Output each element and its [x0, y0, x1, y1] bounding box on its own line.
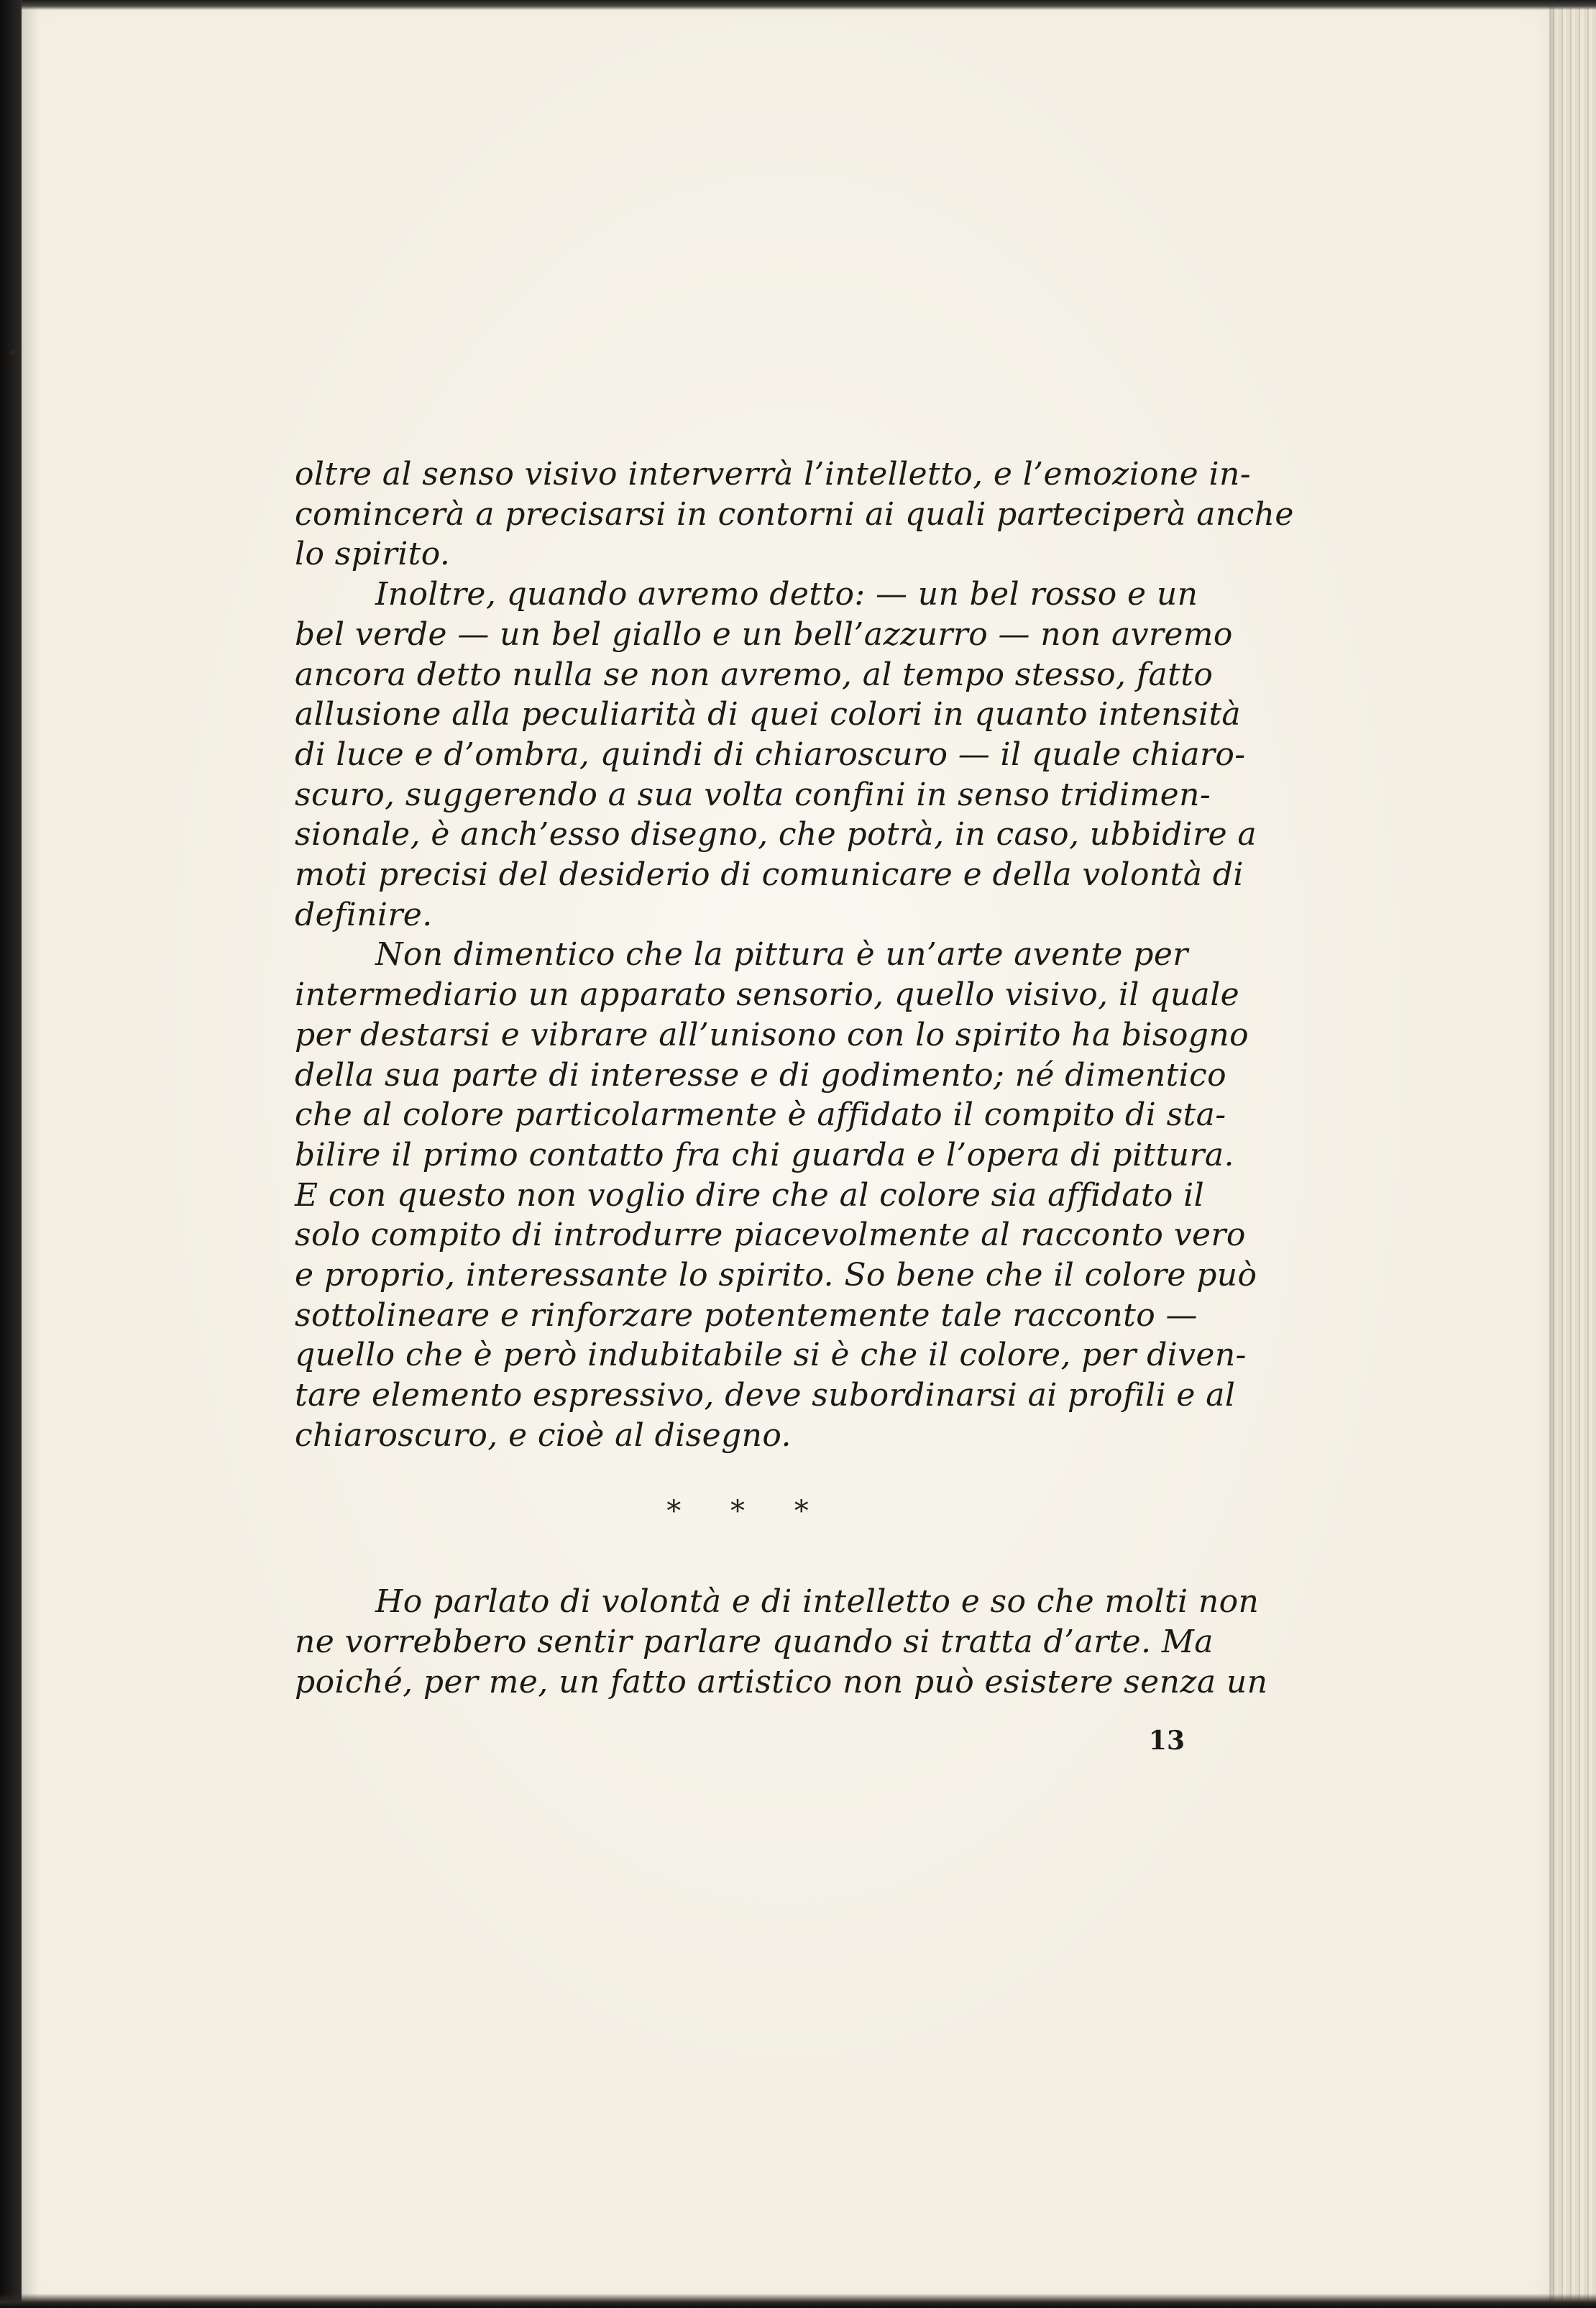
text-line: bel verde — un bel giallo e un bell’azzurro — non avremo	[295, 615, 1233, 653]
text-line: Inoltre, quando avremo detto: — un bel rosso e un	[375, 576, 1198, 613]
text-line: comincerà a precisarsi in contorni ai quali parteciperà anche	[295, 495, 1294, 533]
section-separator: * * *	[666, 1494, 829, 1528]
text-line: bilire il primo contatto fra chi guarda e l’opera di pittura.	[295, 1136, 1234, 1173]
paragraph-2	[295, 574, 1257, 935]
text-line: ancora detto nulla se non avremo, al tempo stesso, fatto	[295, 656, 1214, 693]
paragraph-4	[295, 1582, 1268, 1702]
text-line: ne vorrebbero sentir parlare quando si tratta d’arte. Ma	[295, 1623, 1214, 1660]
text-line: e proprio, interessante lo spirito. So bene che il colore può	[295, 1257, 1257, 1294]
text-line: allusione alla peculiarità di quei colori in quanto intensità	[295, 696, 1242, 733]
text-line: E con questo non voglio dire che al colore sia affidato il	[295, 1176, 1205, 1214]
text-line: che al colore particolarmente è affidato il compito di sta-	[295, 1096, 1226, 1134]
text-line: tare elemento espressivo, deve subordinarsi ai profili e al	[295, 1377, 1236, 1414]
text-line: oltre al senso visivo interverrà l’intelletto, e l’emozione in-	[295, 456, 1251, 493]
text-line: sottolineare e rinforzare potentemente tale racconto —	[295, 1296, 1198, 1334]
page-edges	[1549, 0, 1596, 2308]
text-line: chiaroscuro, e cioè al disegno.	[295, 1416, 792, 1454]
text-line: lo spirito.	[295, 536, 451, 573]
text-line: scuro, suggerendo a sua volta confini in senso tridimen-	[295, 776, 1211, 813]
text-line: Non dimentico che la pittura è un’arte avente per	[375, 936, 1188, 974]
text-line: per destarsi e vibrare all’unisono con lo spirito ha bisogno	[295, 1016, 1249, 1053]
text-line: quello che è però indubitabile si è che il colore, per diven-	[295, 1337, 1247, 1374]
scan-edge-top	[22, 0, 1596, 10]
text-line: sionale, è anch’esso disegno, che potrà, in caso, ubbidire a	[295, 816, 1257, 853]
text-line: definire.	[295, 896, 433, 933]
paragraph-1	[295, 454, 1294, 574]
paragraph-3	[295, 935, 1257, 1455]
text-line: della sua parte di interesse e di godimento; né dimentico	[295, 1056, 1227, 1094]
page-number: 13	[1148, 1726, 1185, 1756]
text-line: moti precisi del desiderio di comunicare e della volontà di	[295, 856, 1244, 894]
text-line: poiché, per me, un fatto artistico non può esistere senza un	[295, 1663, 1268, 1700]
scan-edge-bottom	[0, 2294, 1596, 2308]
text-line: di luce e d’ombra, quindi di chiaroscuro — il quale chiaro-	[295, 736, 1246, 773]
body-text	[295, 454, 1294, 1702]
text-line: Ho parlato di volontà e di intelletto e so che molti non	[375, 1583, 1260, 1621]
text-line: intermediario un apparato sensorio, quello visivo, il quale	[295, 976, 1240, 1014]
text-line: solo compito di introdurre piacevolmente al racconto vero	[295, 1217, 1246, 1254]
